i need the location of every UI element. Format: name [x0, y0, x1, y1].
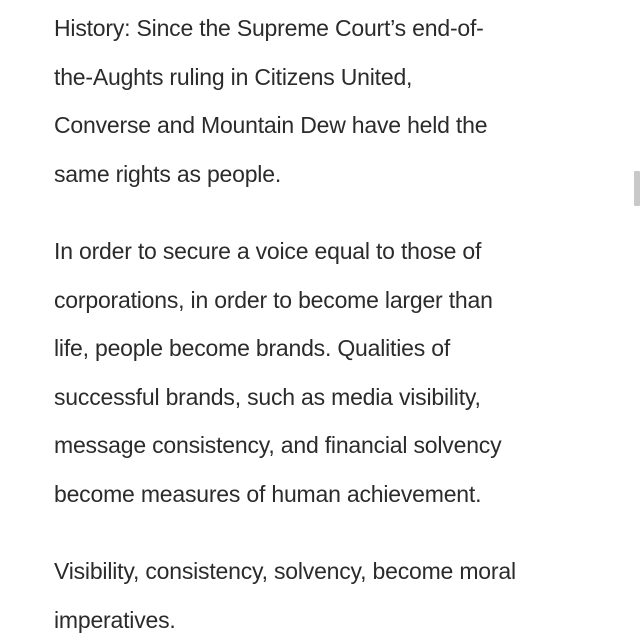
text-line: History: Since the Supreme Court’s end-of- — [54, 15, 484, 41]
text-line: same rights as people. — [54, 160, 282, 187]
text-line: become measures of human achievement. — [54, 480, 482, 507]
paragraph-imperatives — [54, 547, 624, 644]
paragraph-brands — [54, 227, 624, 518]
scrollbar-thumb[interactable] — [634, 171, 640, 206]
paragraph-history — [54, 4, 624, 198]
text-line: corporations, in order to become larger than — [54, 286, 493, 313]
text-line: In order to secure a voice equal to those of — [54, 238, 482, 264]
text-line: Visibility, consistency, solvency, become moral — [54, 558, 516, 584]
text-line: life, people become brands. Qualities of — [54, 335, 451, 361]
text-line: the-Aughts ruling in Citizens United, — [54, 63, 413, 90]
text-line: imperatives. — [54, 606, 176, 633]
article-body — [54, 4, 624, 644]
text-line: successful brands, such as media visibility, — [54, 383, 481, 410]
text-line: message consistency, and financial solvency — [54, 432, 502, 458]
text-line: Converse and Mountain Dew have held the — [54, 112, 488, 138]
